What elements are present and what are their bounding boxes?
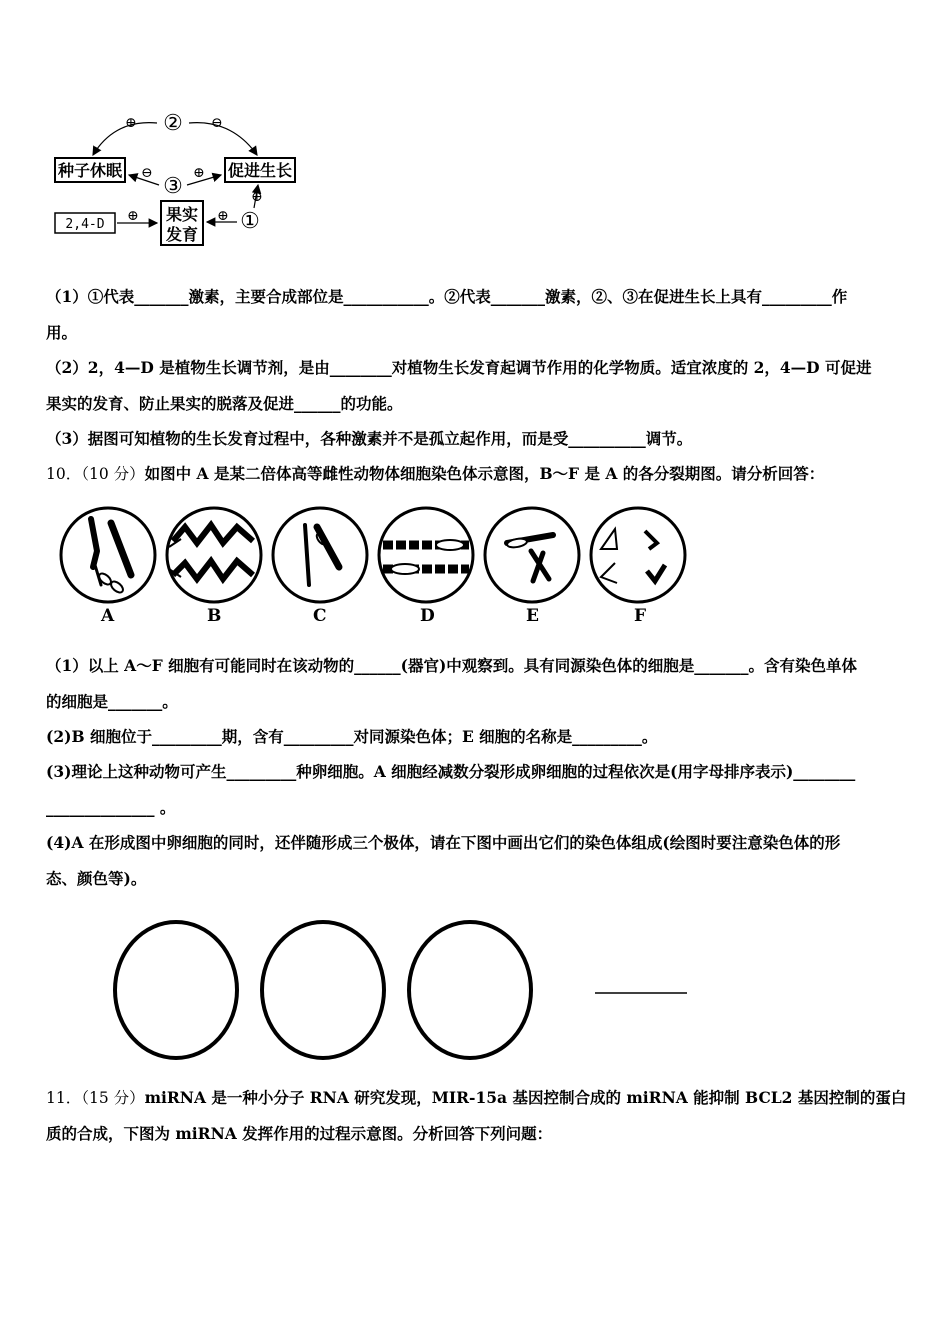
- cell-e: [485, 508, 579, 602]
- fruit-label-line1: 果实: [165, 205, 199, 224]
- plus-icon: ⊕: [251, 189, 263, 205]
- q10-score: （10 分）: [81, 465, 145, 483]
- minus-icon: ⊖: [211, 115, 223, 131]
- q10-part3-line1: (3)理论上这种动物可产生_________种卵细胞。A 细胞经减数分裂形成卵细胞的过程依次是(用字母排序表示)________: [46, 762, 856, 781]
- polar-body-circle-1[interactable]: [115, 922, 237, 1058]
- cell-b: [167, 508, 261, 602]
- cell-c: [273, 508, 367, 602]
- cell-a: [61, 508, 155, 602]
- q11-stem-line1: [46, 1088, 906, 1108]
- q10-part2: (2)B 细胞位于_________期，含有_________对同源染色体；E 细胞的名称是_________。: [46, 727, 658, 746]
- fruit-label-line2: 发育: [165, 225, 199, 244]
- plus-icon: ⊕: [193, 165, 205, 181]
- cell-division-figures: [55, 505, 695, 615]
- node-2: ②: [163, 111, 183, 136]
- q10-part4-line2: 态、颜色等)。: [46, 869, 147, 888]
- cell-label-f: F: [634, 606, 647, 626]
- cell-d: [379, 508, 473, 602]
- q11-number: 11．: [46, 1089, 82, 1107]
- q10-part1-line1: （1）以上 A～F 细胞有可能同时在该动物的______(器官)中观察到。具有同源染色体的细胞是_______。含有染色单体: [46, 656, 858, 675]
- cell-label-a: A: [101, 606, 115, 626]
- q10-number: 10．: [46, 465, 82, 483]
- q11-score: （15 分）: [81, 1089, 145, 1107]
- 24d-label: 2,4-D: [65, 217, 105, 232]
- q9-part2-line1: （2）2，4—D 是植物生长调节剂，是由________对植物生长发育起调节作用的化学物质。适宜浓度的 2，4—D 可促进: [46, 358, 872, 377]
- polar-body-circle-2[interactable]: [262, 922, 384, 1058]
- cell-label-b: B: [207, 606, 222, 626]
- cell-label-e: E: [526, 606, 539, 626]
- q10-part4-line1: (4)A 在形成图中卵细胞的同时，还伴随形成三个极体，请在下图中画出它们的染色体组成(绘图时要注意染色体的形: [46, 833, 841, 852]
- q9-part3: （3）据图可知植物的生长发育过程中，各种激素并不是孤立起作用，而是受__________调节。: [46, 429, 693, 448]
- q10-part3-line2: ______________ 。: [46, 798, 176, 817]
- q11-stem-line2: 质的合成，下图为 miRNA 发挥作用的过程示意图。分析回答下列问题：: [46, 1124, 553, 1143]
- promote-growth-label: 促进生长: [227, 161, 293, 180]
- hormone-regulation-diagram: [45, 105, 305, 255]
- plus-icon: ⊕: [125, 115, 137, 131]
- q10-stem: [46, 464, 906, 484]
- plus-icon: ⊕: [217, 208, 229, 224]
- cell-f: [591, 508, 685, 602]
- seed-dormancy-label: 种子休眠: [57, 161, 123, 180]
- minus-icon: ⊖: [141, 165, 153, 181]
- polar-body-drawing-area: [105, 915, 705, 1065]
- plus-icon: ⊕: [127, 208, 139, 224]
- q10-stem-text: 如图中 A 是某二倍体高等雌性动物体细胞染色体示意图，B～F 是 A 的各分裂期图。请分析回答：: [144, 464, 825, 483]
- q10-part1-line2: 的细胞是_______。: [46, 692, 178, 711]
- cell-label-d: D: [420, 606, 435, 626]
- arrow-2-to-growth: [189, 123, 257, 155]
- q9-part1-line2: 用。: [46, 323, 78, 342]
- node-3: ③: [163, 174, 183, 199]
- node-1: ①: [240, 209, 260, 234]
- cell-label-c: C: [313, 606, 327, 626]
- polar-body-circle-3[interactable]: [409, 922, 531, 1058]
- q9-part2-line2: 果实的发育、防止果实的脱落及促进______的功能。: [46, 394, 403, 413]
- q11-stem-text: miRNA 是一种小分子 RNA 研究发现，MIR-15a 基因控制合成的 miRNA 能抑制 BCL2 基因控制的蛋白: [144, 1088, 907, 1107]
- q9-part1-line1: （1）①代表_______激素，主要合成部位是___________。②代表_______激素，②、③在促进生长上具有_________作: [46, 287, 848, 306]
